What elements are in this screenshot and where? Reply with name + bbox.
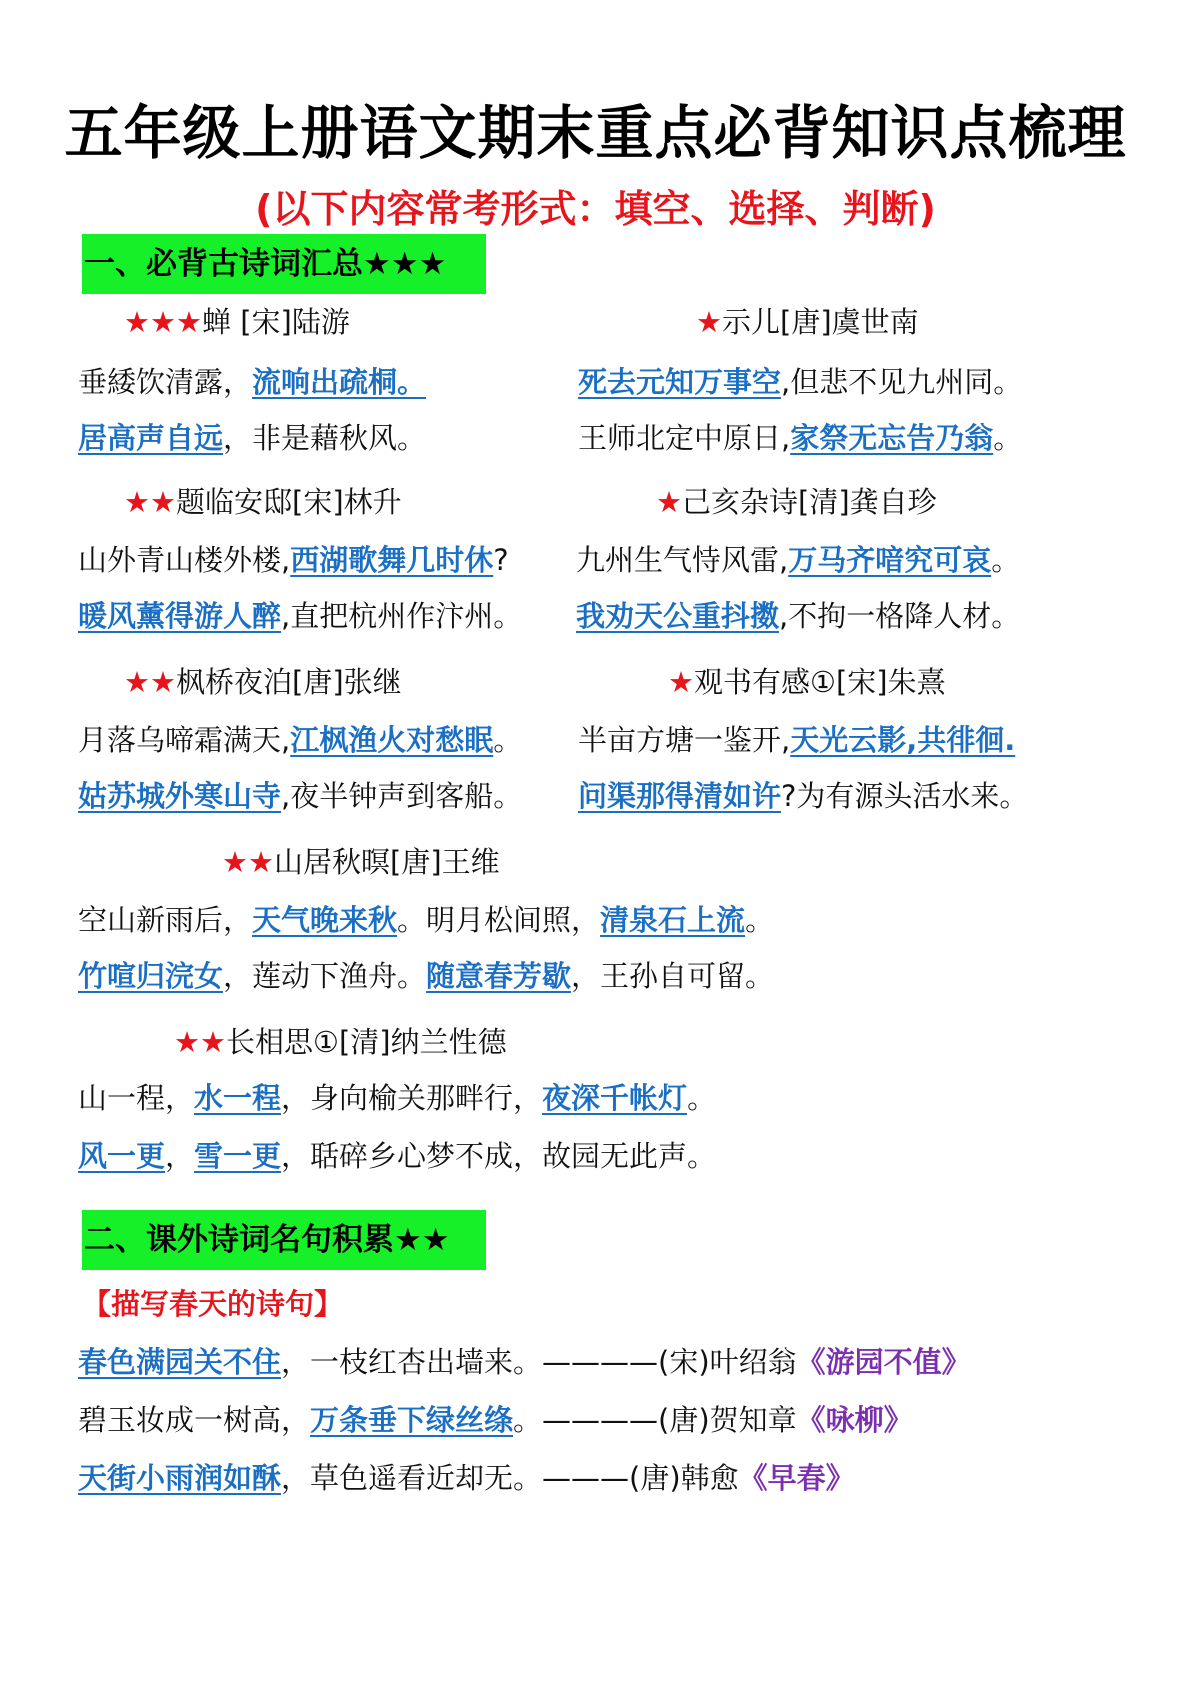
- fill-blank: 风一更: [78, 1139, 166, 1173]
- fill-blank: 天光云影,共徘徊.: [790, 723, 1016, 757]
- poem-line: 山一程，水一程，身向榆关那畔行，夜深千帐灯。: [78, 1081, 717, 1115]
- fill-blank: 姑苏城外寒山寺: [78, 779, 282, 813]
- poem-line: 九州生气恃风雷,万马齐喑究可哀。: [576, 543, 1021, 577]
- fill-blank: 万条垂下绿丝绦: [310, 1403, 514, 1437]
- poem-title-changxiangsi: ★★长相思①[清]纳兰性德: [174, 1025, 507, 1059]
- fill-blank: 随意春芳歇: [426, 959, 572, 993]
- poem-line: 暖风薰得游人醉,直把杭州作汴州。: [78, 599, 523, 633]
- poem-title-fengqiao: ★★枫桥夜泊[唐]张继: [124, 665, 402, 699]
- fill-blank: 暖风薰得游人醉: [78, 599, 282, 633]
- fill-blank: 西湖歌舞几时休: [290, 543, 494, 577]
- fill-blank: 水一程: [194, 1081, 282, 1115]
- poem-line: 问渠那得清如许?为有源头活水来。: [578, 779, 1029, 813]
- poem-line: 死去元知万事空,但悲不见九州同。: [578, 365, 1023, 399]
- star-rating: ★★: [174, 1025, 226, 1059]
- poem-title-chan: ★★★蝉 [宋]陆游: [124, 305, 350, 339]
- star-rating: ★★: [222, 845, 274, 879]
- poem-title-shanju: ★★山居秋暝[唐]王维: [222, 845, 500, 879]
- poem-line: 王师北定中原日,家祭无忘告乃翁。: [578, 421, 1023, 455]
- star-rating: ★★: [124, 665, 176, 699]
- fill-blank: 万马齐喑究可哀: [788, 543, 992, 577]
- star-rating: ★: [696, 305, 722, 339]
- poem-line: 山外青山楼外楼,西湖歌舞几时休?: [78, 543, 509, 577]
- poem-title-lin-an: ★★题临安邸[宋]林升: [124, 485, 402, 519]
- fill-blank: 清泉石上流: [600, 903, 746, 937]
- star-rating: ★: [668, 665, 694, 699]
- poem-line: 空山新雨后，天气晚来秋。明月松间照，清泉石上流。: [78, 903, 775, 937]
- fill-blank: 江枫渔火对愁眠: [290, 723, 494, 757]
- poem-source: 《游园不值》: [796, 1345, 971, 1379]
- fill-blank: 天气晚来秋: [252, 903, 398, 937]
- fill-blank: 问渠那得清如许: [578, 779, 782, 813]
- page-title: 五年级上册语文期末重点必背知识点梳理: [64, 99, 1127, 167]
- star-rating: ★★★: [124, 305, 202, 339]
- poem-line: 半亩方塘一鉴开,天光云影,共徘徊.: [578, 723, 1016, 757]
- quote-line: 春色满园关不住，一枝红杏出墙来。————(宋)叶绍翁《游园不值》: [78, 1345, 971, 1379]
- poem-line: 月落乌啼霜满天,江枫渔火对愁眠。: [78, 723, 523, 757]
- poem-line: 竹喧归浣女，莲动下渔舟。随意春芳歇，王孙自可留。: [78, 959, 775, 993]
- quote-line: 碧玉妆成一树高，万条垂下绿丝绦。————(唐)贺知章《咏柳》: [78, 1403, 913, 1437]
- poem-title-jihai: ★己亥杂诗[清]龚自珍: [656, 485, 937, 519]
- category-heading: 【描写春天的诗句】: [82, 1287, 344, 1321]
- poem-line: 我劝天公重抖擞,不拘一格降人材。: [576, 599, 1021, 633]
- fill-blank: 春色满园关不住: [78, 1345, 282, 1379]
- poem-title-shier: ★示儿[唐]虞世南: [696, 305, 919, 339]
- fill-blank: 死去元知万事空: [578, 365, 782, 399]
- fill-blank: 夜深千帐灯: [542, 1081, 688, 1115]
- quote-line: 天街小雨润如酥，草色遥看近却无。———(唐)韩愈《早春》: [78, 1461, 855, 1495]
- page-subtitle: (以下内容常考形式：填空、选择、判断): [255, 187, 936, 231]
- poem-title-guanshu: ★观书有感①[宋]朱熹: [668, 665, 946, 699]
- fill-blank: 居高声自远: [78, 421, 224, 455]
- fill-blank: 家祭无忘告乃翁: [790, 421, 994, 455]
- star-rating: ★: [656, 485, 682, 519]
- poem-line: 垂緌饮清露，流响出疏桐。: [78, 365, 427, 399]
- poem-source: 《咏柳》: [796, 1403, 913, 1437]
- section-heading-2: 二、课外诗词名句积累★★: [82, 1210, 486, 1270]
- star-rating: ★★: [124, 485, 176, 519]
- fill-blank: 流响出疏桐。: [252, 365, 427, 399]
- poem-source: 《早春》: [738, 1461, 855, 1495]
- fill-blank: 竹喧归浣女: [78, 959, 224, 993]
- fill-blank: 天街小雨润如酥: [78, 1461, 282, 1495]
- poem-line: 居高声自远，非是藉秋风。: [78, 421, 427, 455]
- poem-line: 风一更，雪一更，聒碎乡心梦不成，故园无此声。: [78, 1139, 717, 1173]
- section-heading-1: 一、必背古诗词汇总★★★: [82, 234, 486, 294]
- poem-line: 姑苏城外寒山寺,夜半钟声到客船。: [78, 779, 523, 813]
- fill-blank: 我劝天公重抖擞: [576, 599, 780, 633]
- fill-blank: 雪一更: [194, 1139, 282, 1173]
